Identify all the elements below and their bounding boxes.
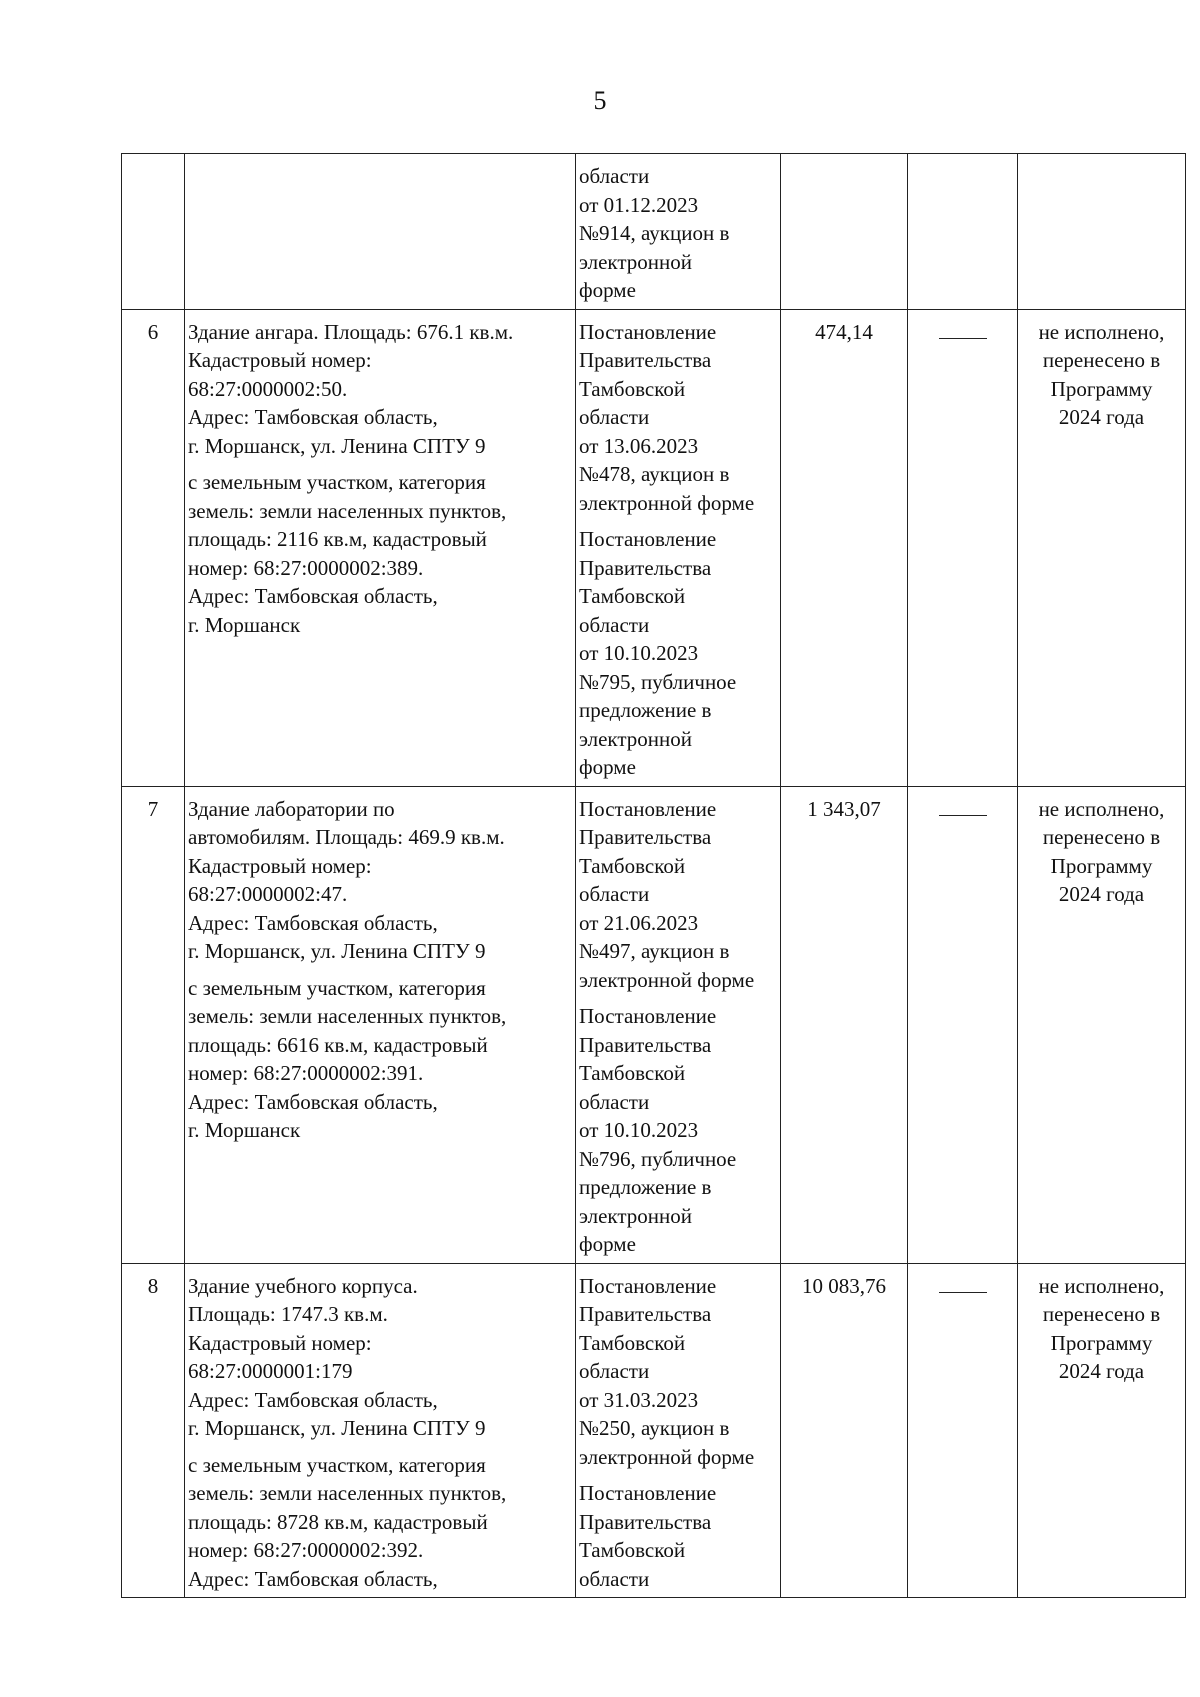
text-line: 2024 года (1058, 1359, 1145, 1383)
text-line: номер: 68:27:0000002:391. (188, 1061, 424, 1085)
text-line: Кадастровый номер: (188, 853, 372, 878)
cell-dash (908, 1263, 1018, 1598)
text-line: области (579, 1359, 650, 1383)
text-line: Правительства (579, 1032, 712, 1057)
text-line: Программу (1050, 853, 1153, 878)
text-line: площадь: 2116 кв.м, кадастровый (188, 527, 487, 551)
dash-line (939, 324, 987, 339)
text-line: 2024 года (1058, 882, 1145, 906)
text-line: Программу (1050, 1330, 1153, 1355)
text-line: Кадастровый номер: (188, 1330, 372, 1355)
text-line: площадь: 8728 кв.м, кадастровый (188, 1509, 488, 1534)
text-line: Правительства (579, 348, 712, 372)
text-line: электронной (579, 249, 693, 274)
text-line: №914, аукцион в (579, 221, 730, 245)
text-line: Здание лаборатории по (188, 796, 395, 821)
property-table (121, 153, 1186, 1598)
text-line: форме (579, 755, 636, 779)
text-line: Постановление (579, 527, 717, 551)
text-line: №497, аукцион в (579, 939, 730, 963)
cell-dash (908, 786, 1018, 1263)
text-line: Правительства (579, 1509, 712, 1534)
text-line: Тамбовской (579, 1061, 686, 1085)
text-line: номер: 68:27:0000002:389. (188, 555, 424, 580)
dash-line (939, 1278, 987, 1293)
text-line: не исполнено, (1038, 1273, 1165, 1298)
text-line: Постановление (579, 319, 717, 344)
text-line: земель: земли населенных пунктов, (188, 1004, 507, 1028)
paragraph (579, 1479, 777, 1593)
text-line: предложение в (579, 698, 712, 722)
text-line: земель: земли населенных пунктов, (188, 498, 507, 523)
table-row (122, 309, 1186, 786)
text-line: области (579, 405, 650, 429)
text-line: области (579, 1566, 650, 1591)
text-line: Адрес: Тамбовская область, (188, 1387, 438, 1412)
text-line: перенесено в (1042, 1302, 1161, 1326)
text-line: г. Моршанск (188, 612, 301, 637)
text-line: от 01.12.2023 (579, 192, 699, 217)
text-line: Тамбовской (579, 1330, 686, 1355)
cell-number: 8 (122, 1263, 185, 1598)
text-line: перенесено в (1042, 348, 1161, 372)
text-line: Правительства (579, 825, 712, 849)
text-line: Кадастровый номер: (188, 348, 372, 372)
cell-dash (908, 154, 1018, 310)
text-line: №250, аукцион в (579, 1416, 730, 1440)
table-row (122, 1263, 1186, 1598)
text-line: электронной форме (579, 1444, 755, 1469)
text-line: 68:27:0000002:47. (188, 882, 348, 906)
text-line: электронной форме (579, 967, 755, 992)
text-line: от 31.03.2023 (579, 1387, 699, 1412)
cell-status (1018, 154, 1186, 310)
text-line: Правительства (579, 1302, 712, 1326)
cell-object (185, 309, 576, 786)
text-line: площадь: 6616 кв.м, кадастровый (188, 1032, 488, 1057)
text-line: Тамбовской (579, 1538, 686, 1562)
table-row-continuation (122, 154, 1186, 310)
text-line: г. Моршанск, ул. Ленина СПТУ 9 (188, 1416, 486, 1440)
cell-number: 7 (122, 786, 185, 1263)
text-line: с земельным участком, категория (188, 975, 486, 1000)
text-line: Здание учебного корпуса. (188, 1273, 418, 1298)
text-line: форме (579, 1232, 636, 1256)
text-line: с земельным участком, категория (188, 470, 486, 494)
text-line: автомобилям. Площадь: 469.9 кв.м. (188, 825, 505, 849)
cell-act (576, 309, 781, 786)
text-line: области (579, 612, 650, 637)
text-line: не исполнено, (1038, 796, 1165, 821)
cell-number (122, 154, 185, 310)
text-line: от 21.06.2023 (579, 910, 699, 935)
cell-status (1018, 1263, 1186, 1598)
text-line: не исполнено, (1038, 319, 1165, 344)
cell-price: 10 083,76 (781, 1263, 908, 1598)
paragraph (188, 318, 572, 461)
text-line: перенесено в (1042, 825, 1161, 849)
text-line: Тамбовской (579, 584, 686, 608)
paragraph (579, 795, 777, 995)
text-line: земель: земли населенных пунктов, (188, 1481, 507, 1505)
text-line: г. Моршанск (188, 1118, 301, 1142)
text-line: Адрес: Тамбовская область, (188, 1566, 438, 1591)
text-line: г. Моршанск, ул. Ленина СПТУ 9 (188, 433, 486, 458)
cell-price (781, 154, 908, 310)
cell-status (1018, 786, 1186, 1263)
cell-price: 474,14 (781, 309, 908, 786)
paragraph (188, 1272, 572, 1443)
text-line: 68:27:0000001:179 (188, 1359, 353, 1383)
text-line: Адрес: Тамбовская область, (188, 584, 438, 608)
text-line: 2024 года (1058, 405, 1145, 429)
cell-object (185, 154, 576, 310)
text-line: электронной форме (579, 490, 755, 515)
text-line: Адрес: Тамбовская область, (188, 405, 438, 429)
paragraph (188, 468, 572, 639)
text-line: Тамбовской (579, 853, 686, 878)
text-line: Постановление (579, 1481, 717, 1505)
cell-act (576, 786, 781, 1263)
text-line: Адрес: Тамбовская область, (188, 910, 438, 935)
paragraph (188, 974, 572, 1145)
text-line: от 10.10.2023 (579, 1118, 699, 1142)
text-line: Здание ангара. Площадь: 676.1 кв.м. (188, 319, 514, 344)
text-line: электронной (579, 726, 693, 751)
text-line: №478, аукцион в (579, 462, 730, 486)
text-line: Постановление (579, 796, 717, 821)
paragraph (579, 318, 777, 518)
text-line: Правительства (579, 555, 712, 580)
text-line: 68:27:0000002:50. (188, 376, 348, 401)
text-line: г. Моршанск, ул. Ленина СПТУ 9 (188, 939, 486, 963)
text-line: электронной (579, 1203, 693, 1228)
property-table-body (122, 154, 1186, 1598)
paragraph (188, 1451, 572, 1594)
cell-number: 6 (122, 309, 185, 786)
text-line: №795, публичное (579, 669, 737, 694)
text-line: Постановление (579, 1273, 717, 1298)
text-line: Адрес: Тамбовская область, (188, 1089, 438, 1114)
paragraph (579, 525, 777, 782)
cell-object (185, 1263, 576, 1598)
dash-line (939, 801, 987, 816)
text-line: Программу (1050, 376, 1153, 401)
text-line: области (579, 882, 650, 906)
text-line: Постановление (579, 1004, 717, 1028)
cell-status (1018, 309, 1186, 786)
paragraph (579, 1272, 777, 1472)
paragraph (188, 795, 572, 966)
table-row (122, 786, 1186, 1263)
text-line: области (579, 1089, 650, 1114)
text-line: Площадь: 1747.3 кв.м. (188, 1302, 388, 1326)
text-line: №796, публичное (579, 1146, 737, 1171)
text-line: предложение в (579, 1175, 712, 1199)
page-number: 5 (593, 86, 607, 115)
text-line: области (579, 164, 650, 188)
text-line: от 13.06.2023 (579, 433, 699, 458)
text-line: Тамбовской (579, 376, 686, 401)
cell-act (576, 1263, 781, 1598)
cell-act (576, 154, 781, 310)
cell-object (185, 786, 576, 1263)
text-line: с земельным участком, категория (188, 1452, 486, 1477)
text-line: форме (579, 278, 636, 302)
text-line: от 10.10.2023 (579, 641, 699, 665)
cell-dash (908, 309, 1018, 786)
text-line: номер: 68:27:0000002:392. (188, 1538, 424, 1562)
cell-price: 1 343,07 (781, 786, 908, 1263)
paragraph (579, 1002, 777, 1259)
